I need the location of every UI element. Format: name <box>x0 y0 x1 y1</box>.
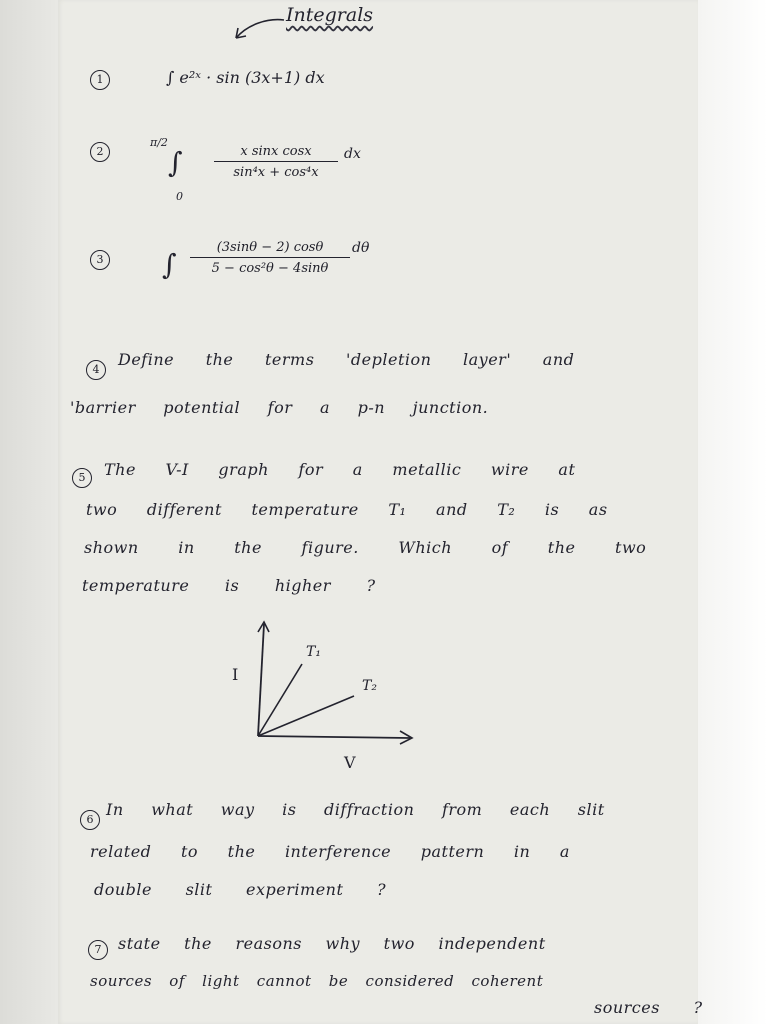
question-number-6: 6 <box>80 810 100 830</box>
q3-denominator: 5 − cos²θ − 4sinθ <box>211 261 329 276</box>
question-number-3: 3 <box>90 250 110 270</box>
q7-line-2: sources of light cannot be considered coherent <box>90 972 544 990</box>
q6-line-2: related to the interference pattern in a <box>90 842 570 861</box>
question-number-4: 4 <box>86 360 106 380</box>
q2-denominator: sin⁴x + cos⁴x <box>233 165 319 180</box>
graph-t1-label: T₁ <box>306 644 321 660</box>
q4-line-2: 'barrier potential for a p-n junction. <box>70 398 489 417</box>
graph-line-t1 <box>258 664 302 736</box>
q5-line-3: shown in the figure. Which of the two <box>84 538 647 557</box>
graph-x-label: V <box>344 753 356 772</box>
q2-integral-sign: ∫ <box>168 146 183 179</box>
q7-line-1: state the reasons why two independent <box>118 934 546 953</box>
vi-graph <box>220 610 430 780</box>
graph-y-label: I <box>232 665 239 684</box>
q5-line-1: The V-I graph for a metallic wire at <box>104 460 576 479</box>
question-number-5: 5 <box>72 468 92 488</box>
question-number-2: 2 <box>90 142 110 162</box>
graph-y-axis <box>258 624 264 736</box>
graph-t2-label: T₂ <box>362 678 377 694</box>
right-margin <box>698 0 768 1024</box>
q2-lower-limit: 0 <box>176 190 183 203</box>
q6-line-1: In what way is diffraction from each slit <box>106 800 605 819</box>
q3-numerator: (3sinθ − 2) cosθ <box>190 240 350 258</box>
q3-integral-sign: ∫ <box>162 248 177 281</box>
page-title: Integrals <box>286 4 374 26</box>
q2-fraction <box>214 144 338 180</box>
q3-differential: dθ <box>352 240 370 256</box>
q3-fraction <box>190 240 350 276</box>
question-number-1: 1 <box>90 70 110 90</box>
left-margin-shadow <box>0 0 58 1024</box>
q2-numerator: x sinx cosx <box>214 144 338 162</box>
q2-differential: dx <box>344 146 361 162</box>
q5-line-4: temperature is higher ? <box>82 576 376 595</box>
q5-line-2: two different temperature T₁ and T₂ is as <box>86 500 608 519</box>
q2-upper-limit: π/2 <box>150 136 168 149</box>
graph-x-axis <box>258 736 410 738</box>
q7-line-3: sources ? <box>594 998 703 1017</box>
q6-line-3: double slit experiment ? <box>94 880 387 899</box>
q4-line-1: Define the terms 'depletion layer' and <box>118 350 575 369</box>
graph-line-t2 <box>258 696 354 736</box>
question-number-7: 7 <box>88 940 108 960</box>
q1-integral: ∫ e²ˣ · sin (3x+1) dx <box>166 68 325 87</box>
title-arrow-icon <box>228 14 288 46</box>
